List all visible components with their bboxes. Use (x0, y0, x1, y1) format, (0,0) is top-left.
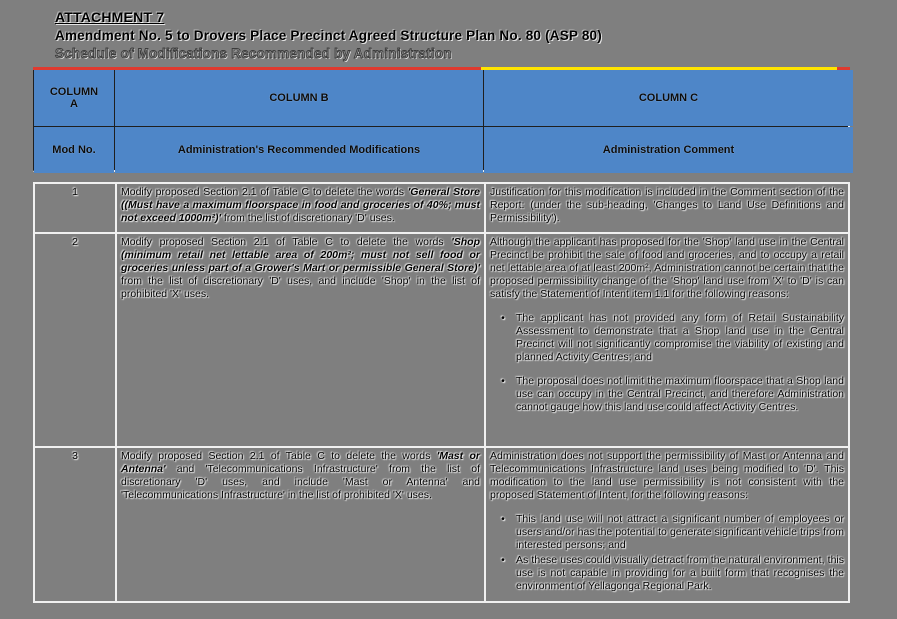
row3-modification-cell (117, 448, 484, 601)
row1-mod-pre: Modify proposed Section 2.1 of Table C to delete the words (121, 186, 408, 198)
row3-comment-bullet-1 (490, 513, 844, 552)
row2-comment-bullet-2 (490, 375, 844, 414)
row2-comment-para: Although the applicant has proposed for the 'Shop' land use in the Central Precinct be prohibit the sale of food and groceries, and to occupy a retail net lettable area of at least 200m², Administration cannot be certain that the proposed permissibility change of the 'Shop' land use from 'X' to 'D' is can satisfy the Statement of Intent item 1.1 for the following reasons: (490, 236, 844, 300)
row3-mod-no: 3 (35, 448, 115, 601)
row2-comment-cell (486, 234, 848, 446)
row2-mod-no: 2 (35, 234, 115, 446)
header-recommended-modifications: Administration's Recommended Modifications (115, 127, 483, 173)
row3-bullet1-text: This land use will not attract a significant number of employees or users and/or has the potential to generate significant vehicle trips from interested persons; and (516, 513, 844, 551)
row2-mod-post: from the list of discretionary 'D' uses, and include 'Shop' in the list of prohibited 'X' uses. (121, 275, 480, 300)
bullet-icon: • (501, 513, 505, 525)
bullet-icon: • (501, 554, 505, 566)
row3-comment-bullet-2 (490, 554, 844, 593)
header-column-b: COLUMN B (115, 70, 483, 126)
row2-mod-pre: Modify proposed Section 2.1 of Table C to delete the words (121, 236, 452, 248)
row3-mod-post: and 'Telecommunications Infrastructure' from the list of discretionary 'D' uses, and include 'Mast or Antenna' and 'Telecommunications Infrastructure' in the list of prohibited 'X' uses. (121, 463, 480, 501)
bullet-icon: • (501, 312, 505, 324)
header-column-c: COLUMN C (484, 70, 853, 126)
attachment-heading: ATTACHMENT 7 (55, 9, 165, 25)
row1-comment-cell (486, 184, 848, 232)
row1-mod-no: 1 (35, 184, 115, 232)
header-administration-comment: Administration Comment (484, 127, 853, 173)
row2-comment-bullet-1 (490, 312, 844, 364)
row3-comment-para: Administration does not support the permissibility of Mast or Antenna and Telecommunications Infrastructure land uses being modified to 'D'. This modification to the land use permissibility is not consistent with the proposed Statement of Intent, for the following reasons: (490, 450, 844, 501)
amendment-heading: Amendment No. 5 to Drovers Place Precinct Agreed Structure Plan No. 80 (ASP 80) (55, 28, 602, 43)
table-row (35, 448, 848, 601)
row1-mod-post: from the list of discretionary 'D' uses. (220, 212, 395, 224)
bullet-icon: • (501, 375, 505, 387)
row1-modification-cell (117, 184, 484, 232)
schedule-table-header (33, 70, 850, 172)
header-column-a: COLUMN A (34, 70, 114, 126)
row1-comment-para: Justification for this modification is included in the Comment section of the Report: (under the sub-heading, 'Changes to Land Use Definitions and Permissibility'). (490, 186, 844, 224)
schedule-subheading: Schedule of Modifications Recommended by Administration (55, 46, 452, 61)
row1-mod-italic: 'General Store ((Must have a maximum floorspace in food and groceries of 40%; must not exceed 1000m²)' (121, 186, 481, 224)
row3-bullet2-text: As these uses could visually detract from the natural environment, this use is not capable in providing for a built form that recognises the environment of Yellagonga Regional Park. (516, 554, 844, 592)
row2-mod-italic: 'Shop (minimum retail net lettable area of 200m²; must not sell food or groceries unless part of a Grower's Mart or permissible General Store)' (121, 236, 480, 274)
row2-modification-cell (117, 234, 484, 446)
table-row (35, 184, 848, 232)
schedule-table-body (33, 182, 850, 603)
row3-mod-pre: Modify proposed Section 2.1 of Table C to delete the words (121, 450, 437, 462)
header-mod-no: Mod No. (34, 127, 114, 173)
table-row (35, 234, 848, 446)
row2-bullet1-text: The applicant has not provided any form of Retail Sustainability Assessment to demonstrate that a Shop land use in the Central Precinct will not significantly compromise the viability of existing and planned Activity Centres; and (516, 312, 844, 363)
row3-comment-cell (486, 448, 848, 601)
document-title-block (55, 8, 875, 63)
row2-bullet2-text: The proposal does not limit the maximum floorspace that a Shop land use can occupy in the Central Precinct, and therefore Administration cannot gauge how this land use could affect Activity Centres. (516, 375, 844, 413)
row3-mod-italic: 'Mast or Antenna' (121, 450, 480, 475)
